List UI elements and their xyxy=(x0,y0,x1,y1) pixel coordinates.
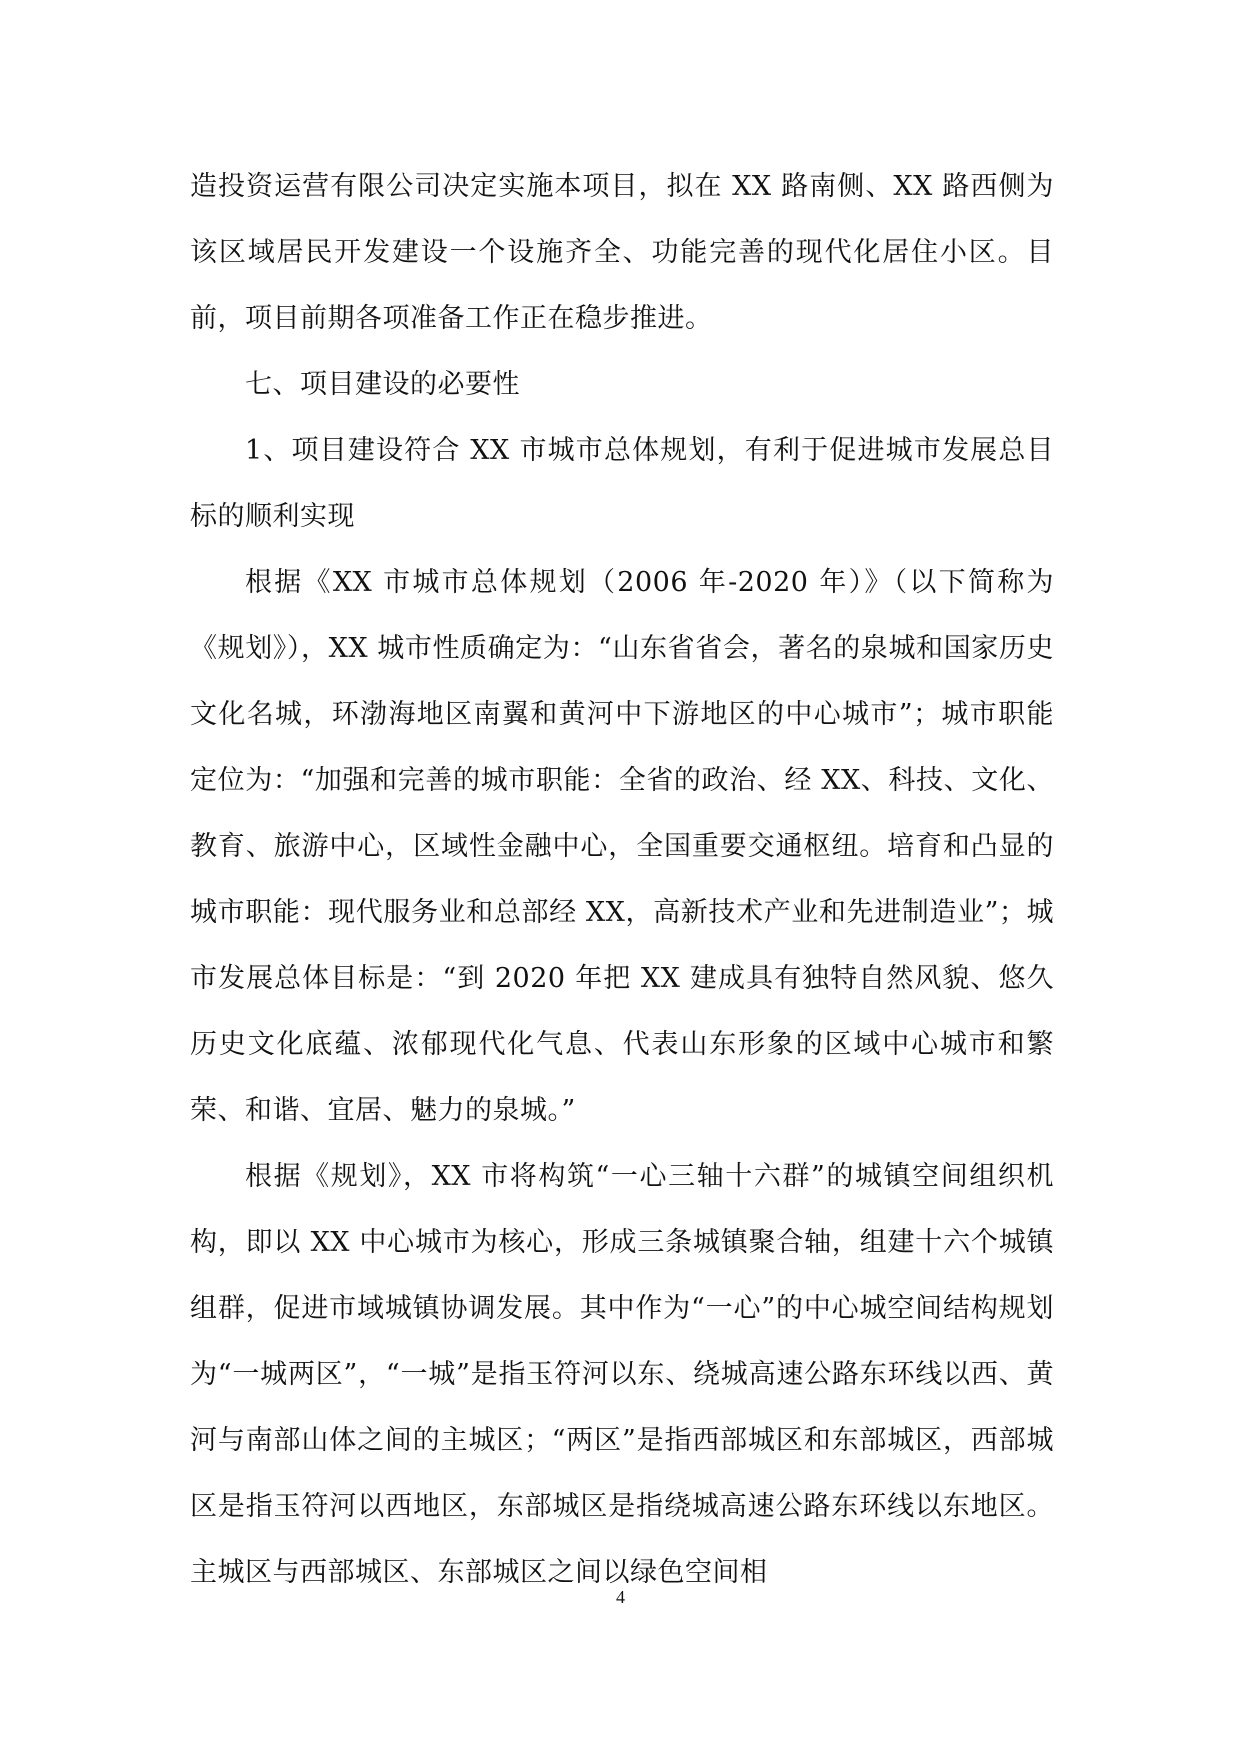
section-heading-necessity: 七、项目建设的必要性 xyxy=(245,369,520,400)
paragraph-spatial-structure: 根据《规划》，XX 市将构筑“一心三轴十六群”的城镇空间组织机构，即以 XX 中心城市为核心，形成三条城镇聚合轴，组建十六个城镇组群，促进市域城镇协调发展。其中作为“一心”的中心城空间结构规划为“一城两区”，“一城”是指玉符河以东、绕城高速公路东环线以西、黄河与南部山体之间的主城区；“两区”是指西部城区和东部城区，西部城区是指玉符河以西地区，东部城区是指绕城高速公路东环线以东地区。主城区与西部城区、东部城区之间以绿色空间相 xyxy=(190,1161,1054,1588)
page-number: 4 xyxy=(616,1587,625,1607)
paragraph-city-planning: 根据《XX 市城市总体规划（2006 年-2020 年）》（以下简称为《规划》），XX 城市性质确定为：“山东省省会，著名的泉城和国家历史文化名城，环渤海地区南翼和黄河中下游地区的中心城市”；城市职能定位为：“加强和完善的城市职能：全省的政治、经 XX、科技、文化、教育、旅游中心，区域性金融中心，全国重要交通枢纽。培育和凸显的城市职能：现代服务业和总部经 XX，高新技术产业和先进制造业”；城市发展总体目标是：“到 2020 年把 XX 建成具有独特自然风貌、悠久历史文化底蕴、浓郁现代化气息、代表山东形象的区域中心城市和繁荣、和谐、宜居、魅力的泉城。” xyxy=(190,567,1054,1126)
paragraph-project-intro: 造投资运营有限公司决定实施本项目，拟在 XX 路南侧、XX 路西侧为该区域居民开发建设一个设施齐全、功能完善的现代化居住小区。目前，项目前期各项准备工作正在稳步推进。 xyxy=(190,171,1054,334)
document-body xyxy=(190,154,1054,1606)
subheading-planning-compliance: 1、项目建设符合 XX 市城市总体规划，有利于促进城市发展总目标的顺利实现 xyxy=(190,435,1054,532)
